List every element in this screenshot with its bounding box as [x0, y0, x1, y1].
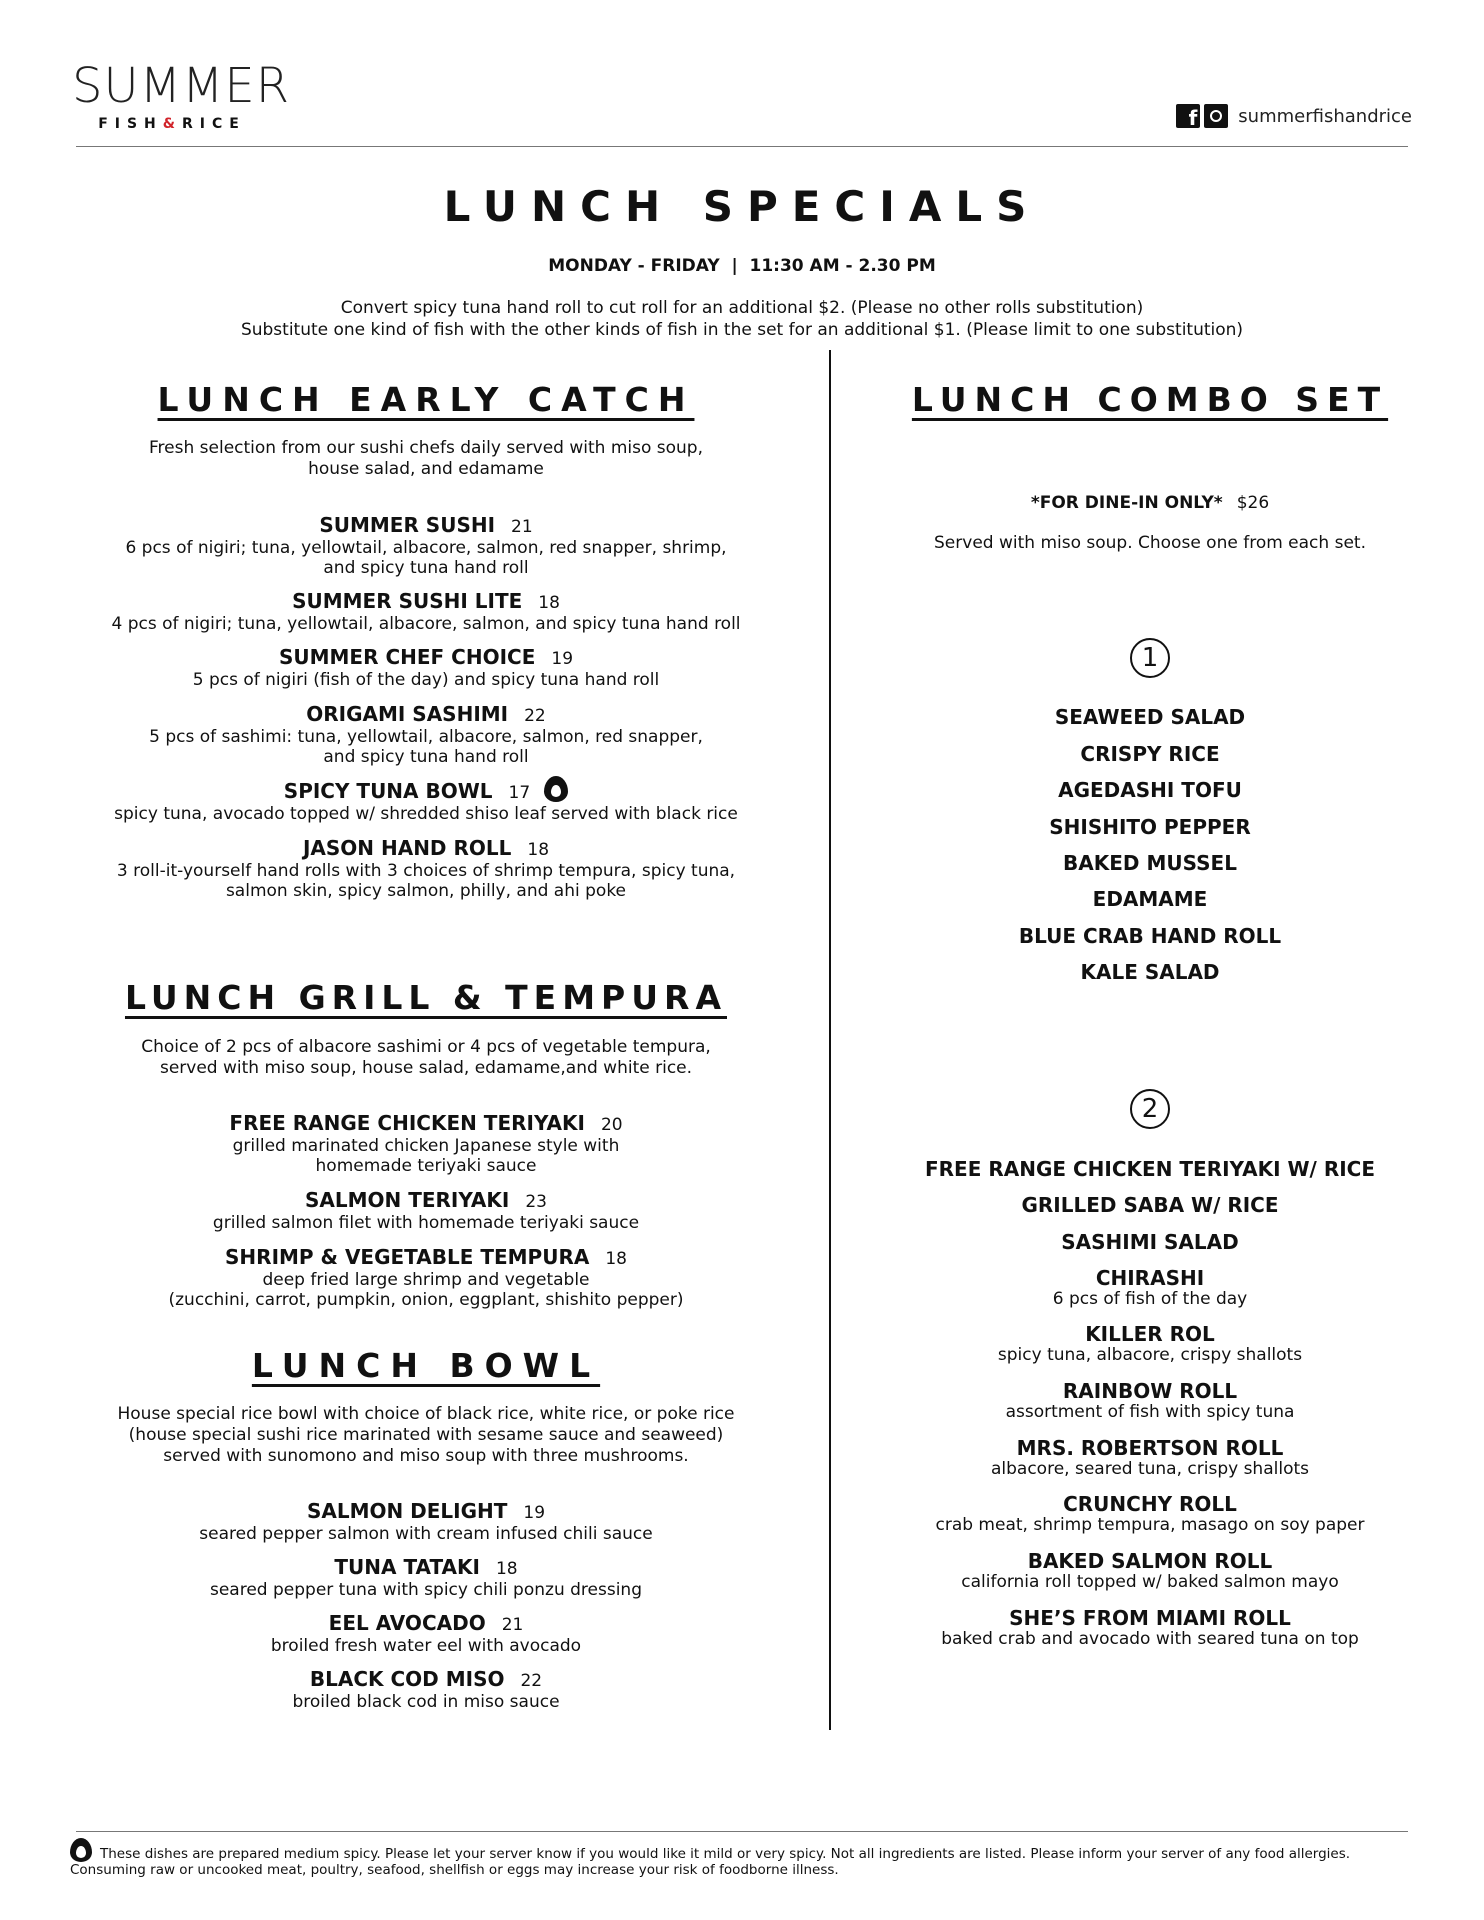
set1-item: SEAWEED SALAD: [1054, 705, 1246, 729]
page-title: LUNCH SPECIALS: [443, 182, 1041, 231]
item-price: 18: [495, 1559, 518, 1579]
item-name: EEL AVOCADO: [328, 1611, 486, 1635]
item-price: 22: [520, 1671, 543, 1691]
set2-item: [900, 1493, 1400, 1535]
item-name: SHE’S FROM MIAMI ROLL: [1009, 1606, 1291, 1630]
item-price: 21: [501, 1615, 524, 1635]
brand-name: SUMMER: [72, 58, 291, 114]
menu-item: [90, 1500, 762, 1544]
item-description: salmon skin, spicy salmon, philly, and ahi poke: [225, 881, 627, 901]
item-name: SUMMER SUSHI LITE: [292, 589, 523, 613]
note-fish-substitution: Substitute one kind of fish with the other kinds of fish in the set for an additional $1. (Please limit to one substitution): [240, 320, 1244, 340]
social-handle[interactable]: summerfishandrice: [1238, 105, 1412, 127]
item-description: 4 pcs of nigiri; tuna, yellowtail, albacore, salmon, and spicy tuna hand roll: [111, 614, 741, 634]
facebook-icon[interactable]: f: [1176, 104, 1200, 128]
right-column: [900, 0, 1400, 1920]
menu-item: [90, 1556, 762, 1600]
item-description: assortment of fish with spicy tuna: [1005, 1402, 1295, 1422]
set1-item: SHISHITO PEPPER: [1049, 815, 1251, 839]
set-number-badge: 2: [1130, 1089, 1170, 1129]
description-line: Choice of 2 pcs of albacore sashimi or 4 pcs of vegetable tempura,: [141, 1037, 711, 1057]
description-line: (house special sushi rice marinated with sesame sauce and seaweed): [128, 1425, 724, 1445]
item-description: grilled marinated chicken Japanese style with: [232, 1136, 620, 1156]
menu-item: [90, 1668, 762, 1712]
set2-item: [900, 1550, 1400, 1592]
item-description: and spicy tuna hand roll: [323, 558, 529, 578]
item-name: CRUNCHY ROLL: [1063, 1492, 1237, 1516]
item-price: 19: [523, 1503, 546, 1523]
combo-served-text: Served with miso soup. Choose one from each set.: [934, 533, 1366, 553]
section-title-combo-set: LUNCH COMBO SET: [911, 380, 1389, 419]
item-price: 18: [538, 593, 560, 613]
item-name: SALMON DELIGHT: [306, 1499, 508, 1523]
item-description: broiled black cod in miso sauce: [292, 1692, 560, 1712]
item-description: 5 pcs of nigiri (fish of the day) and spicy tuna hand roll: [192, 670, 660, 690]
combo-price: $26: [1236, 493, 1270, 513]
set2-item: [900, 1380, 1400, 1422]
menu-item: [90, 590, 762, 634]
set2-item: [900, 1437, 1400, 1479]
item-name: RAINBOW ROLL: [1062, 1379, 1238, 1403]
item-description: baked crab and avocado with seared tuna on top: [941, 1629, 1359, 1649]
item-price: 19: [551, 649, 574, 669]
item-price: 22: [524, 706, 546, 726]
menu-item: [90, 776, 762, 824]
section-title-early-catch: LUNCH EARLY CATCH: [157, 380, 695, 419]
set1-item: BLUE CRAB HAND ROLL: [1018, 924, 1282, 948]
item-description: spicy tuna, albacore, crispy shallots: [997, 1345, 1303, 1365]
set1-item: CRISPY RICE: [1080, 742, 1220, 766]
grill-description: [90, 1037, 762, 1079]
item-description: 6 pcs of fish of the day: [1052, 1289, 1248, 1309]
item-description: (zucchini, carrot, pumpkin, onion, eggplant, shishito pepper): [168, 1290, 684, 1310]
item-price: 17: [508, 783, 531, 803]
menu-item: [90, 646, 762, 690]
spicy-fire-icon: [544, 776, 568, 802]
item-name: BAKED SALMON ROLL: [1027, 1549, 1273, 1573]
item-description: homemade teriyaki sauce: [315, 1156, 537, 1176]
footer-disclaimer: [70, 1838, 1414, 1878]
item-price: 18: [605, 1249, 627, 1269]
brand-sub-right: RICE: [181, 116, 246, 132]
set2-item: [900, 1607, 1400, 1649]
item-name: MRS. ROBERTSON ROLL: [1016, 1436, 1284, 1460]
description-line: House special rice bowl with choice of black rice, white rice, or poke rice: [117, 1404, 735, 1424]
item-price: 20: [600, 1115, 623, 1135]
item-description: grilled salmon filet with homemade teriyaki sauce: [212, 1213, 640, 1233]
item-name: TUNA TATAKI: [334, 1555, 480, 1579]
item-name: SPICY TUNA BOWL: [283, 779, 493, 803]
set-number-badge: 1: [1130, 638, 1170, 678]
item-description: albacore, seared tuna, crispy shallots: [990, 1459, 1309, 1479]
item-name: SUMMER CHEF CHOICE: [278, 645, 536, 669]
item-description: broiled fresh water eel with avocado: [270, 1636, 582, 1656]
item-name: SHRIMP & VEGETABLE TEMPURA: [225, 1245, 590, 1269]
item-description: 3 roll-it-yourself hand rolls with 3 choices of shrimp tempura, spicy tuna,: [116, 861, 736, 881]
description-line: served with miso soup, house salad, edamame,and white rice.: [159, 1058, 693, 1078]
set1-item: BAKED MUSSEL: [1063, 851, 1237, 875]
item-name: FREE RANGE CHICKEN TERIYAKI: [229, 1111, 585, 1135]
column-divider: [829, 350, 831, 1730]
bowl-description: [90, 1404, 762, 1467]
set2-item: SASHIMI SALAD: [1061, 1230, 1239, 1254]
item-description: deep fried large shrimp and vegetable: [262, 1270, 590, 1290]
set1-item: AGEDASHI TOFU: [1058, 778, 1242, 802]
item-description: spicy tuna, avocado topped w/ shredded shiso leaf served with black rice: [114, 804, 738, 824]
set2-item: FREE RANGE CHICKEN TERIYAKI W/ RICE: [924, 1157, 1375, 1181]
item-name: SALMON TERIYAKI: [304, 1188, 510, 1212]
item-name: ORIGAMI SASHIMI: [306, 702, 509, 726]
spicy-fire-icon: [70, 1838, 92, 1862]
description-line: Fresh selection from our sushi chefs daily served with miso soup,: [149, 438, 703, 458]
set1-item: KALE SALAD: [1080, 960, 1220, 984]
footer-divider: [76, 1831, 1408, 1832]
menu-item: [90, 1612, 762, 1656]
description-line: served with sunomono and miso soup with three mushrooms.: [163, 1446, 689, 1466]
set2-item: GRILLED SABA W/ RICE: [1021, 1193, 1279, 1217]
dine-in-label: *FOR DINE-IN ONLY*: [1030, 493, 1223, 513]
item-price: 18: [527, 840, 550, 860]
left-column: [90, 0, 762, 1920]
set2-item: [900, 1323, 1400, 1365]
item-description: and spicy tuna hand roll: [323, 747, 529, 767]
brand-sub-amp: &: [162, 116, 182, 132]
brand-sub-left: FISH: [98, 116, 163, 132]
item-description: seared pepper salmon with cream infused chili sauce: [199, 1524, 653, 1544]
footer-text: These dishes are prepared medium spicy. Please let your server know if you would like it mild or very spicy. Not all ingredients are listed. Please inform your server of any food allergies. Consuming raw or uncooked meat, poultry, seafood, shellfish or eggs may increase your risk of foodborne illness.: [70, 1846, 1351, 1878]
item-description: seared pepper tuna with spicy chili ponzu dressing: [209, 1580, 642, 1600]
description-line: house salad, and edamame: [308, 459, 544, 479]
item-name: KILLER ROL: [1085, 1322, 1215, 1346]
menu-item: [90, 1246, 762, 1310]
set1-item: EDAMAME: [1092, 887, 1208, 911]
section-title-bowl: LUNCH BOWL: [251, 1346, 601, 1385]
note-roll-conversion: Convert spicy tuna hand roll to cut roll for an additional $2. (Please no other rolls substitution): [340, 298, 1144, 318]
menu-item: [90, 837, 762, 901]
item-description: california roll topped w/ baked salmon mayo: [961, 1572, 1339, 1592]
item-price: 21: [511, 517, 533, 537]
item-name: JASON HAND ROLL: [302, 836, 512, 860]
menu-item: [90, 703, 762, 767]
item-description: crab meat, shrimp tempura, masago on soy paper: [935, 1515, 1365, 1535]
item-name: SUMMER SUSHI: [319, 513, 496, 537]
item-name: CHIRASHI: [1095, 1266, 1205, 1290]
set2-item: [900, 1267, 1400, 1309]
item-description: 5 pcs of sashimi: tuna, yellowtail, albacore, salmon, red snapper,: [149, 727, 703, 747]
dine-in-line: [900, 493, 1400, 513]
menu-item: [90, 1112, 762, 1176]
early-catch-description: [90, 438, 762, 480]
item-description: 6 pcs of nigiri; tuna, yellowtail, albacore, salmon, red snapper, shrimp,: [125, 538, 727, 558]
menu-item: [90, 1189, 762, 1233]
item-name: BLACK COD MISO: [309, 1667, 505, 1691]
section-title-grill-tempura: LUNCH GRILL & TEMPURA: [124, 978, 727, 1017]
item-price: 23: [525, 1192, 547, 1212]
hours-text: MONDAY - FRIDAY | 11:30 AM - 2.30 PM: [548, 256, 936, 276]
menu-item: [90, 514, 762, 578]
